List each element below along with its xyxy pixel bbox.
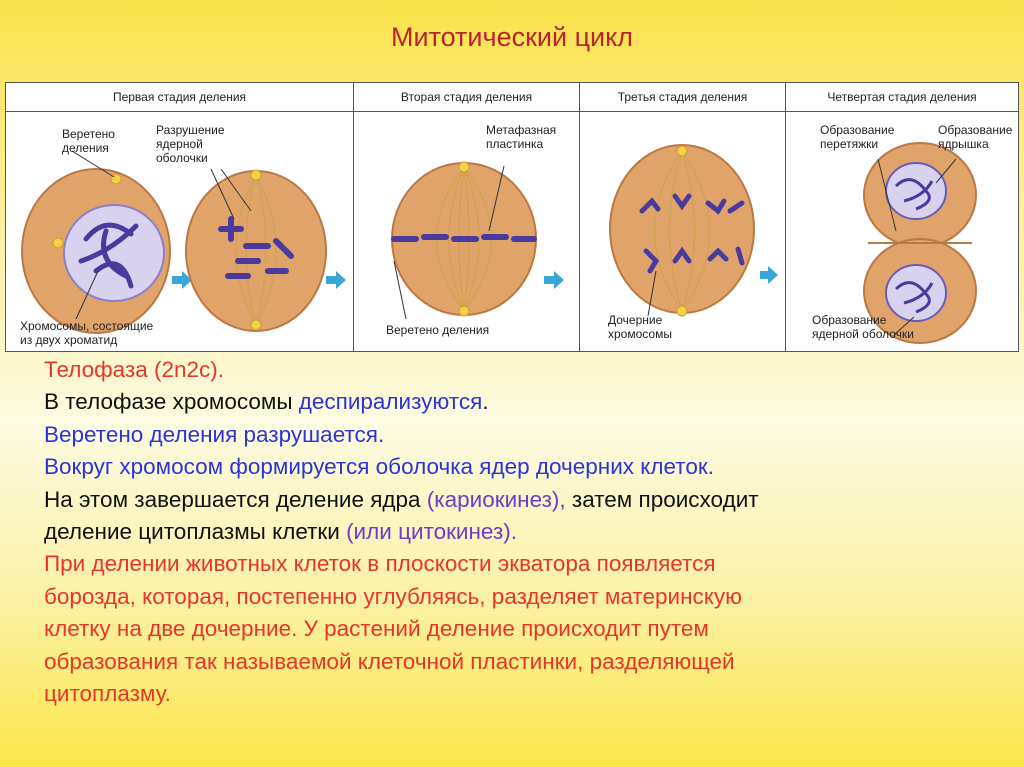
text-line: клетку на две дочерние. У растений деление происходит путем (44, 616, 709, 642)
panel-2-header: Вторая стадия деления (354, 83, 579, 112)
centrosome (677, 306, 687, 316)
label-spindle: Веретено деления (62, 127, 115, 155)
mitosis-figure (5, 82, 1019, 352)
label-metaphase-plate: Метафазная пластинка (486, 123, 557, 151)
panel-4-header: Четвертая стадия деления (786, 83, 1018, 112)
centrosome (677, 146, 687, 156)
label-spindle: Веретено деления (386, 323, 490, 337)
text-span: деление цитоплазмы клетки (44, 519, 347, 545)
centrosome (251, 320, 261, 330)
text-line: Вокруг хромосом формируется оболочка ядер дочерних клеток. (44, 454, 714, 480)
text-line: борозда, которая, постепенно углубляясь, разделяет материнскую (44, 583, 742, 609)
nucleus (64, 205, 164, 301)
text-line (44, 484, 984, 516)
panel-stage-3 (580, 83, 786, 351)
text-span: (кариокинез), (426, 486, 566, 512)
panel-1-header: Первая стадия деления (6, 83, 353, 112)
panel-stage-4 (786, 83, 1018, 351)
text-line: Веретено деления разрушается. (44, 421, 385, 447)
panel-stage-2 (354, 83, 580, 351)
text-line (44, 516, 984, 548)
label-nucleolus: Образование ядрышка (938, 123, 1013, 151)
text-line: При делении животных клеток в плоскости экватора появляется (44, 551, 716, 577)
text-line: Телофаза (2n2c). (44, 357, 225, 382)
panel-3-header: Третья стадия деления (580, 83, 785, 112)
stage-arrow-icon (760, 266, 778, 284)
text-span: . (482, 389, 489, 415)
text-line: образования так называемой клеточной пластинки, разделяющей (44, 648, 735, 674)
text-span: деспирализуются (298, 389, 483, 415)
text-line (44, 386, 984, 418)
centrosome (459, 306, 469, 316)
centrosome (459, 162, 469, 172)
text-span: В телофазе хромосомы (44, 389, 299, 415)
text-span: На этом завершается деление ядра (44, 486, 427, 512)
panel-stage-1 (6, 83, 354, 351)
centrosome (53, 238, 63, 248)
label-furrow: Образование перетяжки (820, 123, 895, 151)
anaphase-cell (610, 145, 754, 313)
text-line: цитоплазму. (44, 681, 171, 707)
centrosome (251, 170, 261, 180)
label-nuclear-envelope: Образование ядерной оболочки (812, 313, 914, 341)
stage-arrow-icon (544, 271, 564, 289)
stage-arrow-icon (326, 271, 346, 289)
metaphase-plate-chromosomes (394, 237, 534, 239)
label-daughter-chromosomes: Дочерние хромосомы (608, 313, 672, 341)
slide-title: Митотический цикл (391, 22, 633, 52)
forming-nucleus (886, 163, 946, 219)
slide-text (44, 354, 984, 710)
label-chromosomes: Хромосомы, состоящие из двух хроматид (20, 319, 154, 347)
text-span: (или цитокинез). (346, 519, 518, 545)
text-span: затем происходит (565, 486, 759, 512)
prometaphase-cell (186, 171, 326, 331)
label-envelope-breakdown: Разрушение ядерной оболочки (156, 123, 225, 165)
